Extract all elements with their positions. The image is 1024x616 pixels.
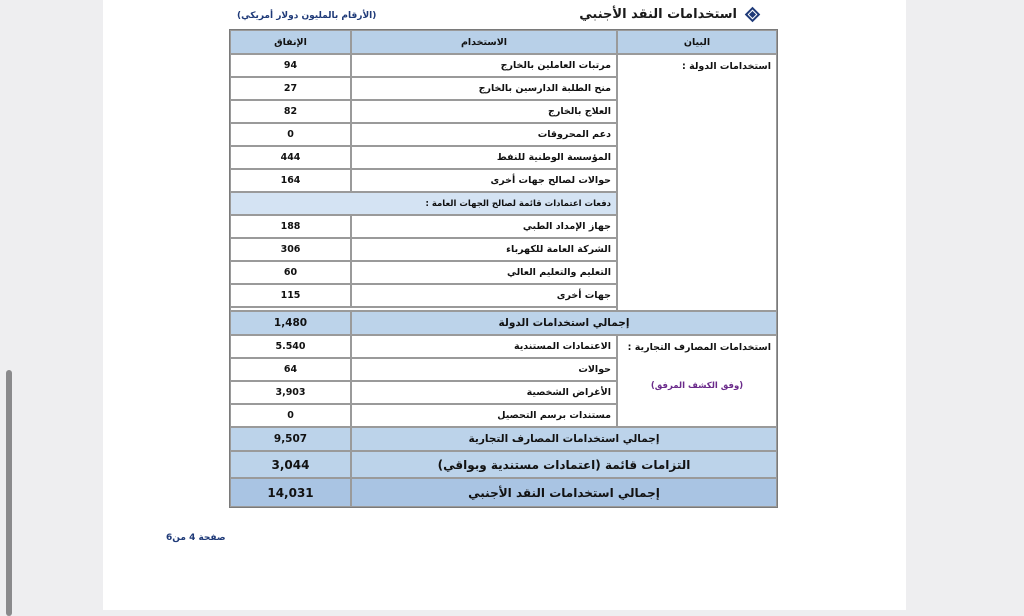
usage-cell: الأغراض الشخصية [351, 381, 617, 404]
usage-cell: الشركة العامة للكهرباء [351, 238, 617, 261]
units-note: (الأرقام بالمليون دولار أمريكي) [237, 11, 377, 21]
usage-cell: حوالات [351, 358, 617, 381]
usage-cell: مستندات برسم التحصيل [351, 404, 617, 427]
amount-cell: 115 [230, 284, 351, 307]
amount-cell: 94 [230, 54, 351, 77]
grand-total-label: إجمالي استخدامات النقد الأجنبي [351, 478, 777, 507]
amount-cell: 3,903 [230, 381, 351, 404]
diamond-bullet-icon [745, 7, 761, 23]
header-usage: الاستخدام [351, 30, 617, 54]
usage-cell: مرتبات العاملين بالخارج [351, 54, 617, 77]
scrollbar[interactable] [6, 370, 12, 616]
section-title-text: استخدامات النقد الأجنبي [579, 7, 737, 22]
header-spending: الإنفاق [230, 30, 351, 54]
amount-cell: 306 [230, 238, 351, 261]
banks-category-label: استخدامات المصارف التجارية : [627, 342, 771, 353]
usage-cell: دعم المحروقات [351, 123, 617, 146]
state-total-amount: 1,480 [230, 311, 351, 335]
grand-total-row [230, 478, 777, 507]
amount-cell: 0 [230, 123, 351, 146]
usage-cell: الاعتمادات المستندية [351, 335, 617, 358]
foreign-currency-table [229, 29, 778, 508]
amount-cell: 64 [230, 358, 351, 381]
commitments-amount: 3,044 [230, 451, 351, 478]
state-total-row [230, 311, 777, 335]
banks-category-note: (وفق الكشف المرفق) [650, 381, 744, 391]
table-row [230, 54, 777, 77]
banks-total-amount: 9,507 [230, 427, 351, 451]
amount-cell: 188 [230, 215, 351, 238]
amount-cell: 164 [230, 169, 351, 192]
amount-cell: 27 [230, 77, 351, 100]
grand-total-amount: 14,031 [230, 478, 351, 507]
usage-cell: جهاز الإمداد الطبي [351, 215, 617, 238]
public-entities-subheading: دفعات اعتمادات قائمة لصالح الجهات العامة : [230, 192, 617, 215]
usage-cell: العلاج بالخارج [351, 100, 617, 123]
amount-cell: 444 [230, 146, 351, 169]
usage-cell: التعليم والتعليم العالي [351, 261, 617, 284]
amount-cell: 5.540 [230, 335, 351, 358]
amount-cell: 0 [230, 404, 351, 427]
table-row [230, 335, 777, 358]
page-number: صفحة 4 من6 [166, 533, 226, 543]
table-header [230, 30, 777, 54]
state-total-label: إجمالي استخدامات الدولة [351, 311, 777, 335]
amount-cell: 60 [230, 261, 351, 284]
usage-cell: حوالات لصالح جهات أخرى [351, 169, 617, 192]
section-title [579, 7, 758, 22]
commitments-row [230, 451, 777, 478]
commitments-label: التزامات قائمة (اعتمادات مستندية وبواقي) [351, 451, 777, 478]
banks-total-row [230, 427, 777, 451]
usage-cell: جهات أخرى [351, 284, 617, 307]
banks-category-cell [617, 335, 777, 427]
usage-cell: المؤسسة الوطنية للنفط [351, 146, 617, 169]
usage-cell: منح الطلبة الدارسين بالخارج [351, 77, 617, 100]
amount-cell: 82 [230, 100, 351, 123]
state-category-label: استخدامات الدولة : [681, 61, 771, 72]
state-category-cell [617, 54, 777, 311]
banks-total-label: إجمالي استخدامات المصارف التجارية [351, 427, 777, 451]
header-statement: البيان [617, 30, 777, 54]
document-page [103, 0, 906, 610]
